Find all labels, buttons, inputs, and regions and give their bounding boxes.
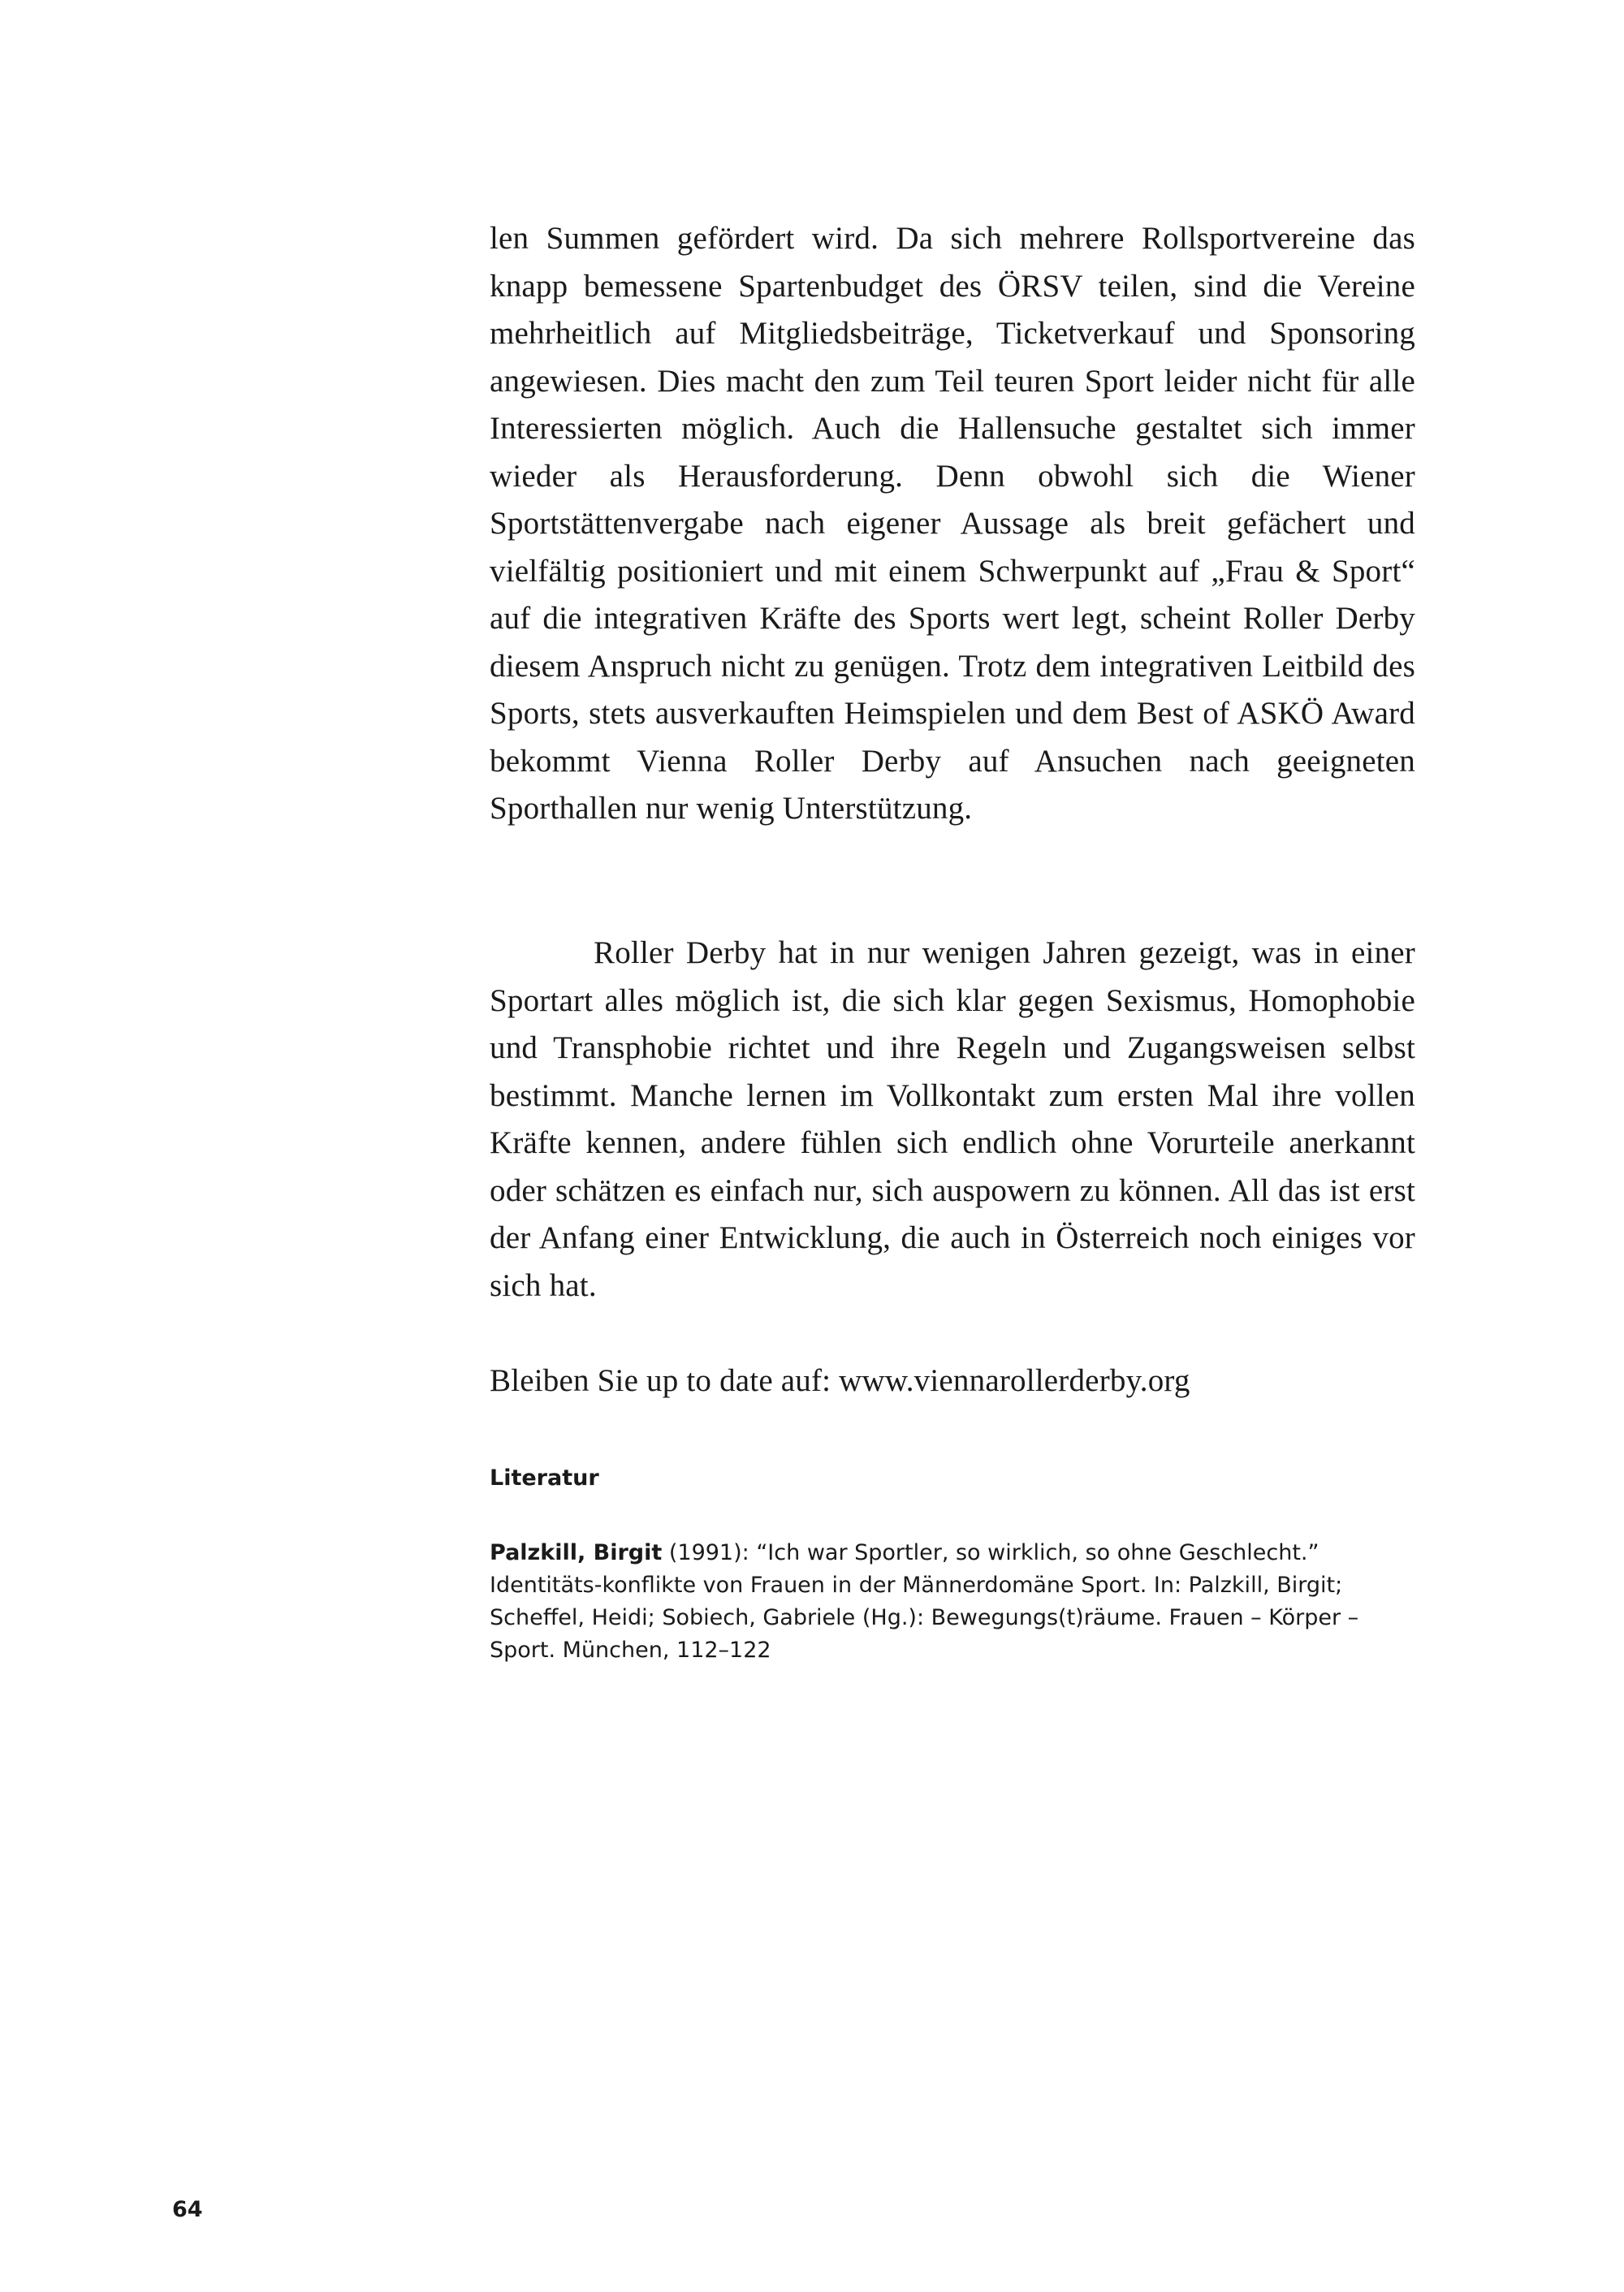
page-number: 64 <box>172 2197 203 2222</box>
body-paragraph-1: len Summen gefördert wird. Da sich mehrere Rollsportvereine das knapp bemessene Spartenbudget des ÖRSV teilen, sind die Vereine mehrheitlich auf Mitgliedsbeiträge, Ticketverkauf und Sponsoring angewiesen. Dies macht den zum Teil teuren Sport leider nicht für alle Interessierten möglich. Auch die Hallensuche gestaltet sich immer wieder als Herausforderung. Denn obwohl sich die Wiener Sportstättenvergabe nach eigener Aussage als breit gefächert und vielfältig positioniert und mit einem Schwerpunkt auf „Frau & Sport“ auf die integrativen Kräfte des Sports wert legt, scheint Roller Derby diesem Anspruch nicht zu genügen. Trotz dem integrativen Leitbild des Sports, stets ausverkauften Heimspielen und dem Best of ASKÖ Award bekommt Vienna Roller Derby auf Ansuchen nach geeigneten Sporthallen nur wenig Unterstützung. <box>490 221 1415 826</box>
reference-author: Palzkill, Birgit <box>490 1540 663 1565</box>
literature-heading: Literatur <box>490 1465 599 1491</box>
website-line: Bleiben Sie up to date auf: www.viennarollerderby.org <box>490 1363 1190 1398</box>
literature-reference <box>490 1537 1415 1667</box>
body-paragraph-2: Roller Derby hat in nur wenigen Jahren gezeigt, was in einer Sportart alles möglich ist, die sich klar gegen Sexismus, Homophobie und Transphobie richtet und ihre Regeln und Zugangsweisen selbst bestimmt. Manche lernen im Vollkontakt zum ersten Mal ihre vollen Kräfte kennen, andere fühlen sich endlich ohne Vorurteile anerkannt oder schätzen es einfach nur, sich auspowern zu können. All das ist erst der Anfang einer Entwicklung, die auch in Österreich noch einiges vor sich hat. <box>490 935 1415 1303</box>
reference-text: (1991): “Ich war Sportler, so wirklich, so ohne Geschlecht.” Identitäts-konflikte von Frauen in der Männerdomäne Sport. In: Palzkill, Birgit; Scheffel, Heidi; Sobiech, Gabriele (Hg.): Bewegungs(t)räume. Frauen – Körper – Sport. München, 112–122 <box>490 1540 1359 1663</box>
